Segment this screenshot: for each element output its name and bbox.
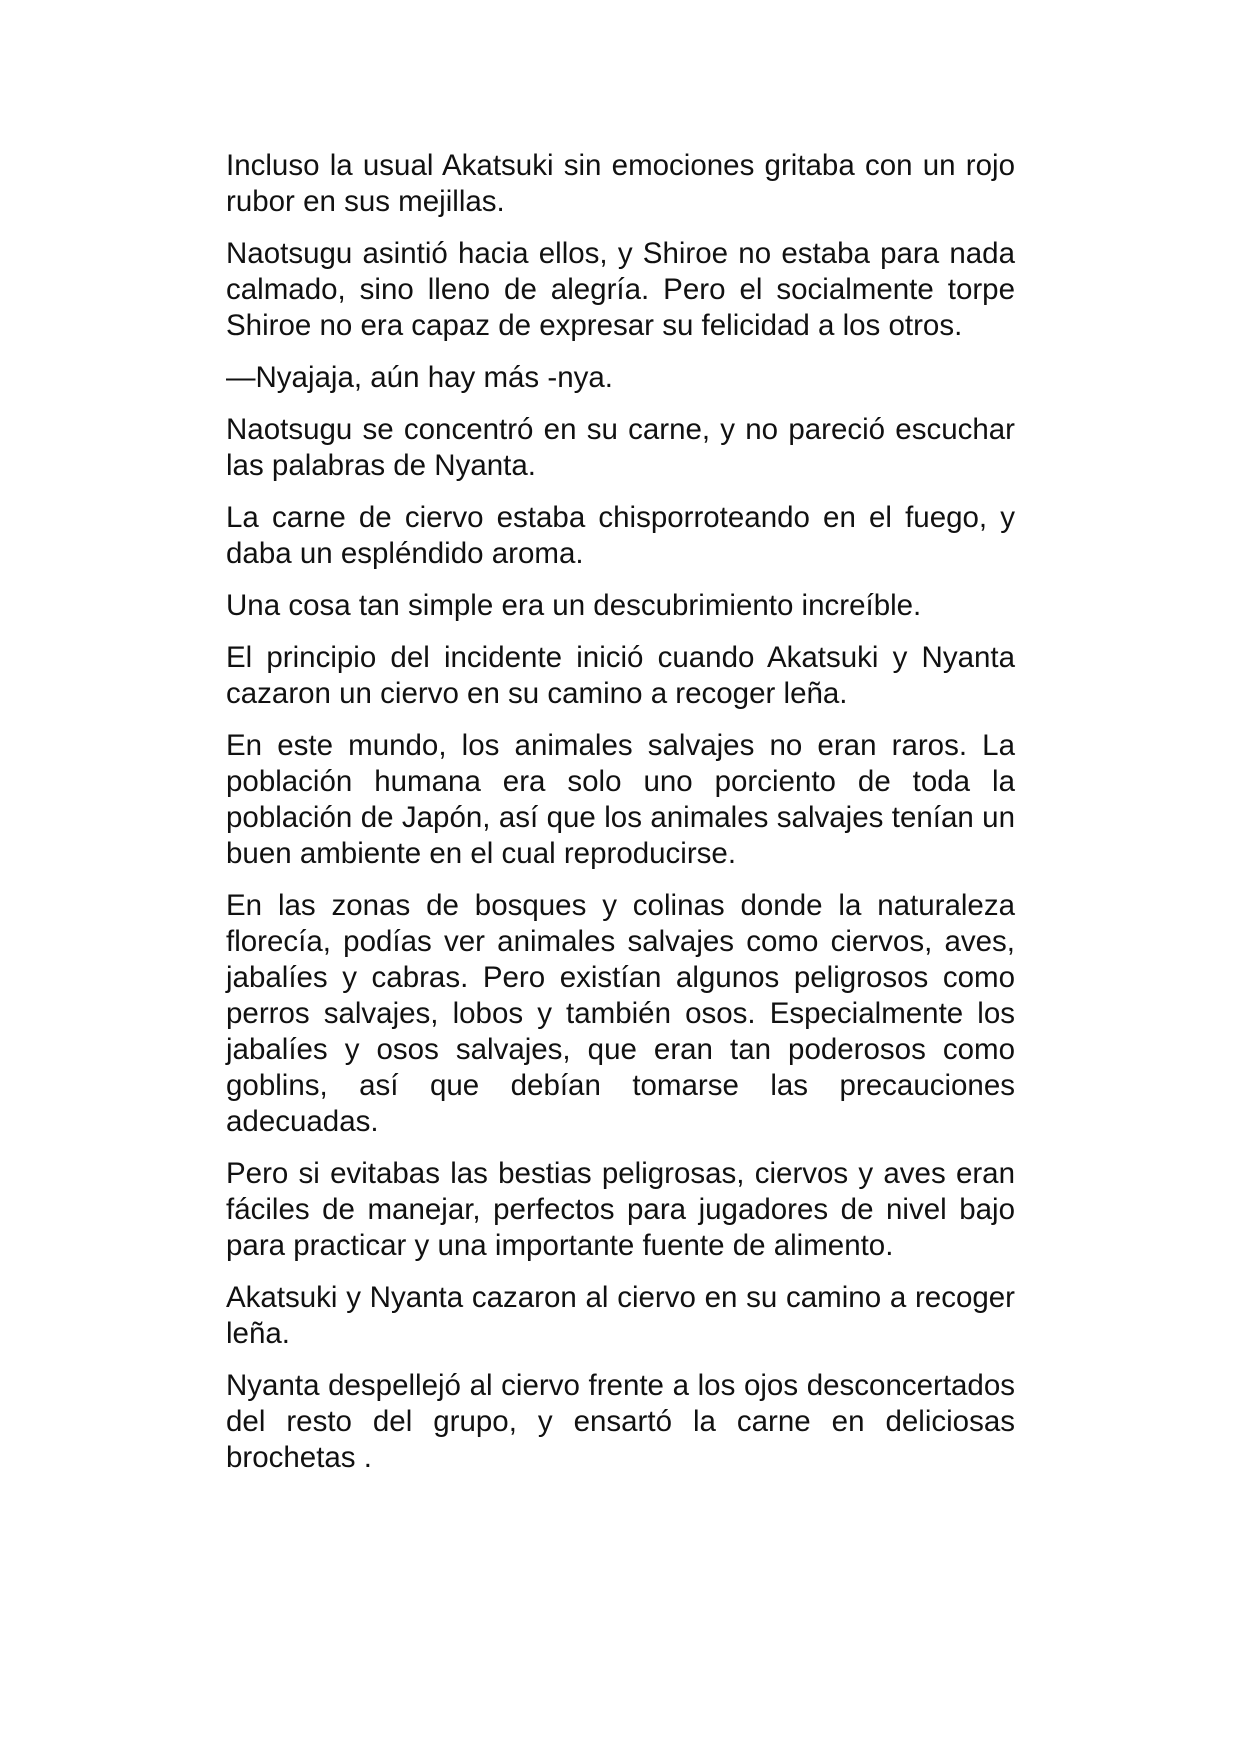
paragraph: Naotsugu se concentró en su carne, y no pareció escuchar las palabras de Nyanta.: [226, 413, 1015, 482]
text-body: [226, 148, 1015, 1492]
paragraph: Naotsugu asintió hacia ellos, y Shiroe no estaba para nada calmado, sino lleno de alegría. Pero el socialmente torpe Shiroe no era capaz de expresar su felicidad a los otros.: [226, 237, 1015, 342]
paragraph: El principio del incidente inició cuando Akatsuki y Nyanta cazaron un ciervo en su camino a recoger leña.: [226, 641, 1015, 710]
paragraph: La carne de ciervo estaba chisporroteando en el fuego, y daba un espléndido aroma.: [226, 501, 1015, 570]
paragraph: Incluso la usual Akatsuki sin emociones gritaba con un rojo rubor en sus mejillas.: [226, 149, 1015, 218]
paragraph: En las zonas de bosques y colinas donde la naturaleza florecía, podías ver animales salvajes como ciervos, aves, jabalíes y cabras. Pero existían algunos peligrosos como perros salvajes, lobos y también osos. Especialmente los jabalíes y osos salvajes, que eran tan poderosos como goblins, así que debían tomarse las precauciones adecuadas.: [226, 889, 1015, 1138]
paragraph: En este mundo, los animales salvajes no eran raros. La población humana era solo uno porciento de toda la población de Japón, así que los animales salvajes tenían un buen ambiente en el cual reproducirse.: [226, 729, 1015, 870]
paragraph: Pero si evitabas las bestias peligrosas, ciervos y aves eran fáciles de manejar, perfectos para jugadores de nivel bajo para practicar y una importante fuente de alimento.: [226, 1157, 1015, 1262]
paragraph: Una cosa tan simple era un descubrimiento increíble.: [226, 589, 922, 622]
paragraph: Akatsuki y Nyanta cazaron al ciervo en su camino a recoger leña.: [226, 1281, 1015, 1350]
paragraph: —Nyajaja, aún hay más -nya.: [226, 361, 613, 394]
paragraph: Nyanta despellejó al ciervo frente a los ojos desconcertados del resto del grupo, y ensartó la carne en deliciosas brochetas .: [226, 1369, 1015, 1474]
